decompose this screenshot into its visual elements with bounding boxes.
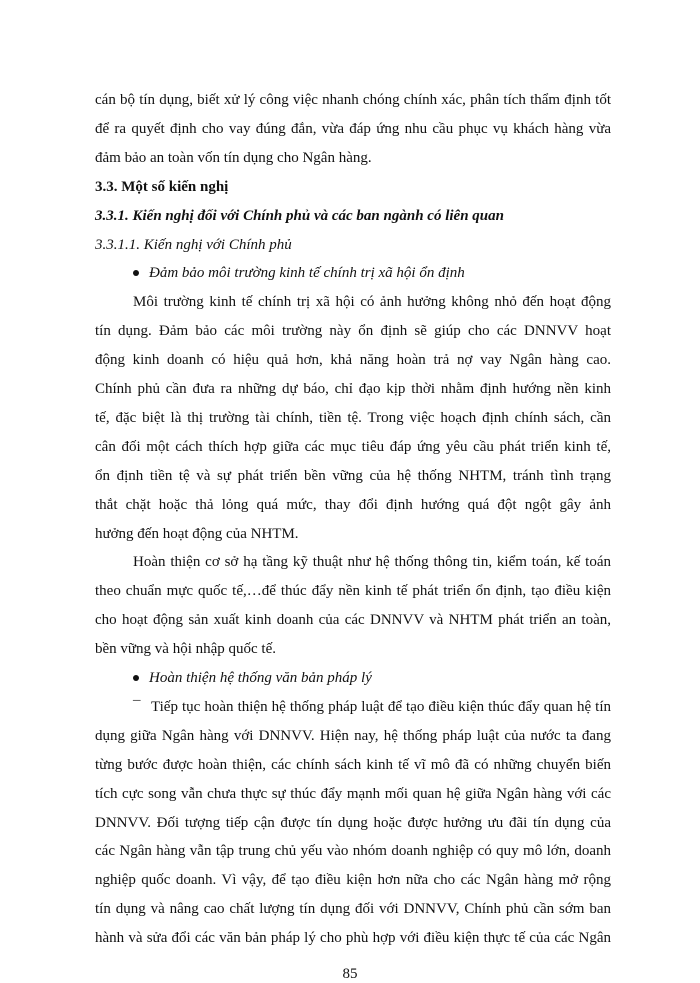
bullet-icon [133,270,139,276]
bullet-item [133,264,613,283]
bullet-text: Hoàn thiện hệ thống văn bản pháp lý [149,670,372,686]
body-line: cho hoạt động sản xuất kinh doanh của các DNNVV và NHTM phát triển an toàn, [95,612,611,629]
body-line: tín dụng và nâng cao chất lượng tín dụng đối với DNNVV, Chính phủ cần sớm ban [95,901,611,918]
body-line: tín dụng. Đảm bảo các môi trường này ổn định sẽ giúp cho các DNNVV hoạt [95,323,611,340]
body-line: hành và sửa đổi các văn bản pháp lý cho phù hợp với điều kiện thực tế của các Ngân [95,930,611,947]
body-line: động kinh doanh có hiệu quả hơn, khả năng hoàn trả nợ vay Ngân hàng cao. [95,352,611,369]
bullet-item [133,669,613,688]
body-line: các Ngân hàng vẫn tập trung chủ yếu vào nhóm doanh nghiệp có quy mô lớn, doanh [95,843,611,860]
body-line: đảm bảo an toàn vốn tín dụng cho Ngân hàng. [95,149,372,166]
body-line: theo chuẩn mực quốc tế,…để thúc đẩy nền kinh tế phát triển ổn định, tạo điều kiện [95,583,611,600]
body-line: Chính phủ cần đưa ra những dự báo, chỉ đạo kịp thời nhằm định hướng nền kinh [95,381,611,397]
body-line: tế, đặc biệt là thị trường tài chính, tiền tệ. Trong việc hoạch định chính sách, cần [95,409,611,426]
body-line: từng bước được hoàn thiện, các chính sách kinh tế vĩ mô đã có những chuyển biến [95,756,611,773]
body-line: dụng giữa Ngân hàng với DNNVV. Hiện nay, hệ thống pháp luật của nước ta đang [95,727,611,744]
bullet-text: Đảm bảo môi trường kinh tế chính trị xã hội ổn định [149,265,465,282]
body-line: nghiệp quốc doanh. Vì vậy, để tạo điều kiện hơn nữa cho các Ngân hàng mở rộng [95,872,611,889]
body-line: tích cực song vẫn chưa thực sự thúc đẩy mạnh mối quan hệ giữa Ngân hàng với các [95,785,611,802]
body-line-text: Tiếp tục hoàn thiện hệ thống pháp luật để tạo điều kiện thúc đẩy quan hệ tín [151,698,611,715]
section-heading: 3.3. Một số kiến nghị [95,178,229,195]
body-line: DNNVV. Đối tượng tiếp cận được tín dụng hoặc được hưởng ưu đãi tín dụng của [95,814,611,831]
subsubsection-heading: 3.3.1.1. Kiến nghị với Chính phủ [95,236,292,253]
body-line: ổn định tiền tệ và sự phát triển bền vững của hệ thống NHTM, tránh tình trạng [95,467,611,484]
body-line: hưởng đến hoạt động của NHTM. [95,525,299,542]
body-line: để ra quyết định cho vay đúng đắn, vừa đáp ứng nhu cầu phục vụ khách hàng vừa [95,120,611,137]
body-line: cán bộ tín dụng, biết xử lý công việc nhanh chóng chính xác, phân tích thẩm định tốt [95,92,611,108]
body-line: bền vững và hội nhập quốc tế. [95,641,277,658]
body-line: cân đối một cách thích hợp giữa các mục tiêu đáp ứng yêu cầu phát triển kinh tế, [95,438,611,455]
subsection-heading: 3.3.1. Kiến nghị đối với Chính phủ và các ban ngành có liên quan [95,207,504,224]
body-line: thắt chặt hoặc thả lỏng quá mức, thay đổi định hướng quá đột ngột gây ảnh [95,496,611,513]
body-line: Hoàn thiện cơ sở hạ tầng kỹ thuật như hệ thống thông tin, kiểm toán, kế toán [133,554,611,571]
dash-marker: ¯ [133,698,141,715]
page-number: 85 [342,966,358,982]
bullet-icon [133,675,139,681]
body-line: Môi trường kinh tế chính trị xã hội có ảnh hưởng không nhỏ đến hoạt động [133,294,611,311]
body-line [133,698,611,717]
